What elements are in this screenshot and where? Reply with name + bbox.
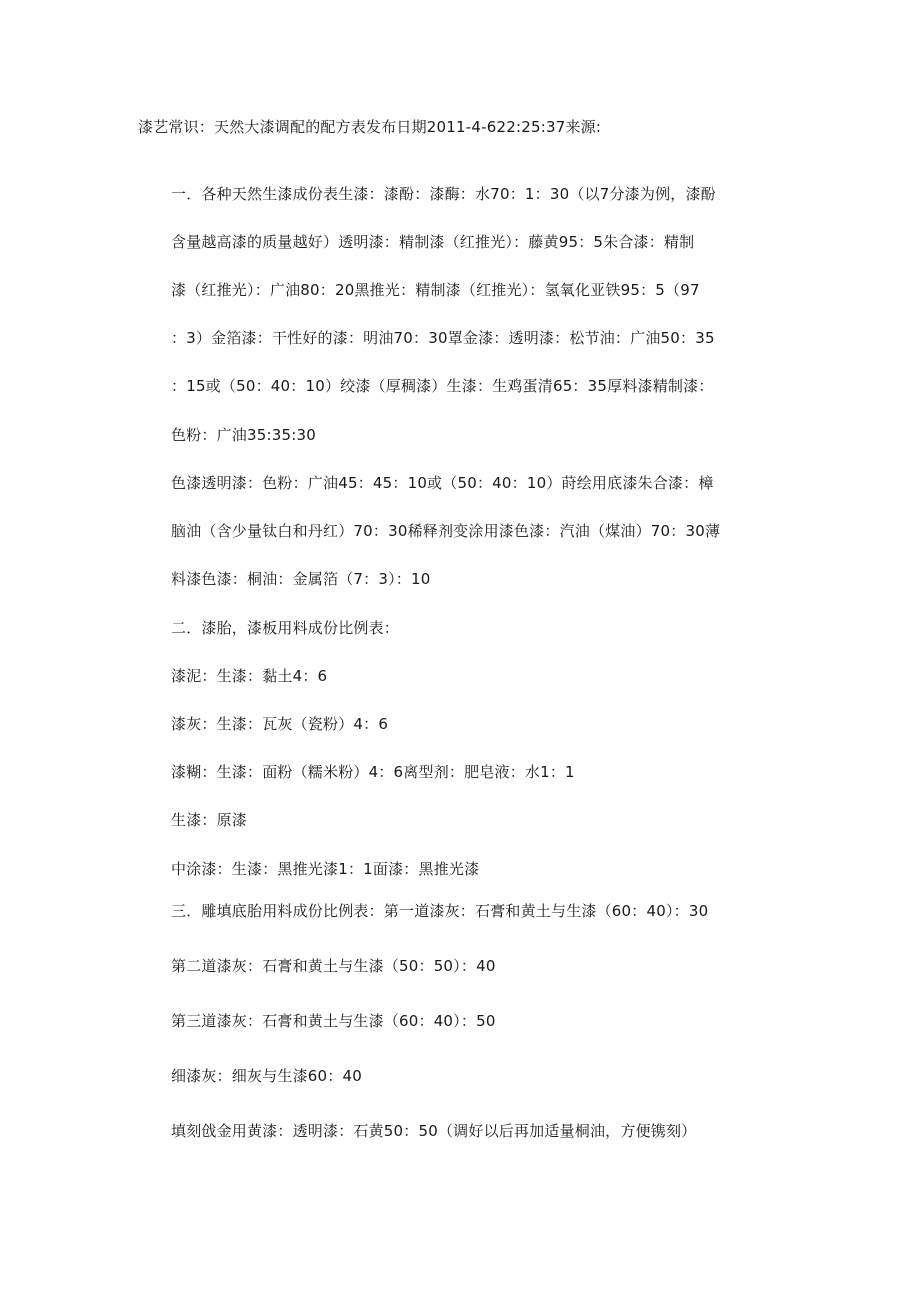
text-line: 漆灰：生漆：瓦灰（瓷粉）4：6 — [171, 715, 389, 733]
text-line: 填刻戗金用黄漆：透明漆：石黄50：50（调好以后再加适量桐油，方便镌刻） — [171, 1122, 697, 1140]
text-line: 生漆：原漆 — [171, 811, 248, 829]
text-line: ：3）金箔漆：干性好的漆：明油70：30罩金漆：透明漆：松节油：广油50：35 — [171, 329, 715, 347]
text-line: 色粉：广油35:35:30 — [171, 426, 316, 444]
text-line: 漆糊：生漆：面粉（糯米粉）4：6离型剂：肥皂液：水1：1 — [171, 763, 575, 781]
text-line: 第三道漆灰：石膏和黄土与生漆（60：40）：50 — [171, 1012, 496, 1030]
section-heading: 三．雕填底胎用料成份比例表：第一道漆灰：石膏和黄土与生漆（60：40）：30 — [171, 902, 709, 920]
document-title: 漆艺常识：天然大漆调配的配方表发布日期2011-4-622:25:37来源: — [138, 118, 602, 136]
text-line: 细漆灰：细灰与生漆60：40 — [171, 1067, 362, 1085]
text-line: 漆泥：生漆：黏土4：6 — [171, 667, 328, 685]
section-heading: 二．漆胎，漆板用料成份比例表： — [171, 619, 400, 637]
text-line: 色漆透明漆：色粉：广油45：45：10或（50：40：10）莳绘用底漆朱合漆：樟 — [171, 474, 714, 492]
text-line: 漆（红推光）：广油80：20黑推光：精制漆（红推光）：氢氧化亚铁95：5（97 — [171, 281, 700, 299]
text-line: 一．各种天然生漆成份表生漆：漆酚：漆酶：水70：1：30（以7分漆为例，漆酚 — [171, 185, 716, 203]
text-line: ：15或（50：40：10）绞漆（厚稠漆）生漆：生鸡蛋清65：35厚料漆精制漆： — [171, 377, 714, 395]
text-line: 中涂漆：生漆：黑推光漆1：1面漆：黑推光漆 — [171, 860, 480, 878]
text-line: 脑油（含少量钛白和丹红）70：30稀释剂变涂用漆色漆：汽油（煤油）70：30薄 — [171, 522, 721, 540]
text-line: 含量越高漆的质量越好）透明漆：精制漆（红推光）：藤黄95：5朱合漆：精制 — [171, 233, 695, 251]
text-line: 第二道漆灰：石膏和黄土与生漆（50：50）：40 — [171, 957, 496, 975]
text-line: 料漆色漆：桐油：金属箔（7：3）：10 — [171, 570, 431, 588]
